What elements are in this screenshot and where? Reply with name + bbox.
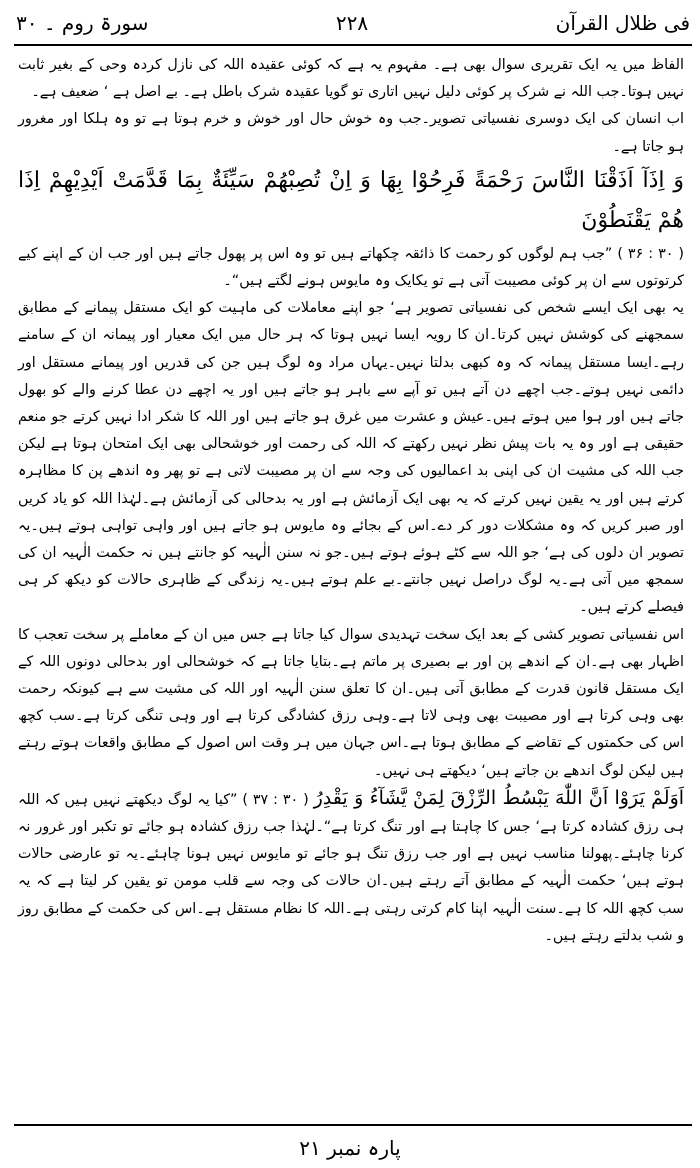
page-header [16,4,690,42]
page-number: ۲۲۸ [335,11,369,35]
paragraph-5: اس نفسیاتی تصویر کشی کے بعد ایک سخت تہدیدی سوال کیا جاتا ہے جس میں ان کے معاملے پر سخت تعجب کا اظہار بھی ہے۔ان کے اندھے پن اور بے بصیری پر ماتم ہے۔بتایا جاتا ہے کہ خوشحالی اور بدحالی دونوں اللہ کے ایک مستقل قانون قدرت کے مطابق آتی ہیں۔ان کا تعلق سنن الٰہیہ اور اللہ کی مشیت سے ہے کیونکہ رحمت بھی وہی کرتا ہے اور مصیبت بھی وہی لاتا ہے۔وہی رزق کشادگی کرتا ہے اور وہی تنگی کرتا ہے۔سب کچھ اس کی حکمتوں کے تقاضے کے مطابق ہوتا ہے۔اس جہان میں ہر وقت اس اصول کے مطابق واقعات ہوتے رہتے ہیں لیکن لوگ اندھے بن جاتے ہیں‘ دیکھتے ہی نہیں۔ [18,626,684,779]
quran-verse-1 [18,161,684,241]
paragraph-3 [18,241,684,295]
page-body [18,52,684,1118]
paragraph-1: الفاظ میں یہ ایک تقریری سوال بھی ہے۔ مفہوم یہ ہے کہ کوئی عقیدہ اللہ کی نازل کردہ وحی کے بغیر ثابت نہیں ہوتا۔جب اللہ نے شرک پر کوئی دلیل نہیں اتاری تو گویا عقیدہ شرک باطل ہے۔ بے اصل ہے ‘ ضعیف ہے۔ [18,57,684,101]
verse-1-text: وَ اِذَآ اَذَقْنَا النَّاسَ رَحْمَةً فَرِحُوْا بِهَا وَ اِنْ تُصِبْهُمْ سَيِّئَةٌ بِمَا قَدَّمَتْ اَيْدِيْهِمْ اِذَا [18,167,684,193]
paragraph-6 [18,785,684,950]
footer-rule [14,1124,692,1126]
quran-verse-2: اَوَلَمْ يَرَوْا اَنَّ اللّٰهَ يَبْسُطُ الرِّزْقَ لِمَنْ يَّشَآءُ وَ يَقْدِرُ [313,786,685,809]
verse-1-end: هُمْ يَقْنَطُوْنَ [581,207,684,233]
surah-label: سورۃ روم ۔ ۳۰ [16,11,149,35]
para-number: پارہ نمبر ۲۱ [299,1136,401,1160]
book-title: فی ظلال القرآن [555,11,690,35]
verse-1-translation: ”جب ہم لوگوں کو رحمت کا ذائقہ چکھاتے ہیں تو وہ اس پر پھول جاتے ہیں اور جب ان کے اپنے کیے کرتوتوں سے ان پر کوئی مصیبت آتی ہے تو یکایک وہ مایوس ہونے لگتے ہیں“۔ [18,245,684,290]
paragraph-2: اب انسان کی ایک دوسری نفسیاتی تصویر۔جب وہ خوش حال اور خوش و خرم ہوتا ہے تو وہ ہلکا اور مغرور ہو جاتا ہے۔ [18,111,684,155]
verse-2-translation: ”کیا یہ لوگ دیکھتے نہیں ہیں کہ اللہ ہی رزق کشادہ کرتا ہے‘ جس کا چاہتا ہے اور تنگ کرتا ہے“۔لہٰذا جب رزق کشادہ ہو جائے تو تکبر اور غرور نہ کرنا چاہئے۔پھولنا مناسب نہیں ہے اور جب رزق تنگ ہو جائے تو مایوس نہیں ہونا چاہئے۔یہ تو عارضی حالات ہوتے ہیں‘ حکمت الٰہیہ کے مطابق آتے رہتے ہیں۔ان حالات کی وجہ سے قلب مومن تو یقین کر لیتا ہے کہ یہ سب کچھ اللہ کا ہے۔سنت الٰہیہ اپنا کام کرتی رہتی ہے۔اللہ کا نظام مستقل ہے۔اس کی حکمت کے مطابق روز و شب بدلتے رہتے ہیں۔ [18,791,684,944]
verse-2-reference: ( ۳۰ : ۳۷ ) [242,791,309,808]
header-rule [14,44,692,46]
verse-1-reference: ( ۳۰ : ۳۶ ) [617,245,685,262]
paragraph-4: یہ بھی ایک ایسے شخص کی نفسیاتی تصویر ہے‘ جو اپنے معاملات کی ماہیت کو ایک مستقل پیمانے کے مطابق سمجھنے کی کوشش نہیں کرتا۔ان کا رویہ ایسا نہیں ہوتا کہ ہر حال میں ایک معیار اور پیمانہ ان کے سامنے رہے۔ایسا مستقل پیمانہ کہ وہ کبھی بدلتا نہیں۔یہاں مراد وہ لوگ ہیں جن کی قدریں اور پیمانے مستقل اور دائمی نہیں ہوتے۔جب اچھے دن آتے ہیں تو آپے سے باہر ہو جاتے ہیں اور یہ اچھے دن عطا کرنے والے کو بھول جاتے ہیں اور ہوا میں ہوتے ہیں۔عیش و عشرت میں غرق ہو جاتے ہیں اور اللہ کا شکر ادا نہیں کرتے جو منعم حقیقی ہے اور وہ یہ بات پیش نظر نہیں رکھتے کہ اللہ کی رحمت اور خوشحالی بھی ایک امتحان ہوتا ہے لیکن جب اللہ کی مشیت ان کی اپنی بد اعمالیوں کی وجہ سے ان پر مصیبت لاتی ہے تو پھر وہ اندھے پن کا مظاہرہ کرتے ہیں اور یہ یقین نہیں کرتے کہ یہ بھی ایک آزمائش ہے اور یہ بدحالی کی آزمائش ہے۔لہٰذا اللہ کو یاد کریں اور صبر کریں کہ وہ مشکلات دور کر دے۔اس کے بجائے وہ مایوس ہو جاتے ہیں اور واہی تواہی ہوتے ہیں۔یہ تصویر ان دلوں کی ہے‘ جو اللہ سے کٹے ہوئے ہوتے ہیں۔جو نہ سنن الٰہیہ کو جانتے ہیں نہ حکمت الٰہیہ ان کی سمجھ میں آتی ہے۔یہ لوگ دراصل نہیں جانتے۔بے علم ہوتے ہیں۔یہ زندگی کے ظاہری حالات کو دیکھ کر ہی فیصلے کرتے ہیں۔ [18,300,684,616]
